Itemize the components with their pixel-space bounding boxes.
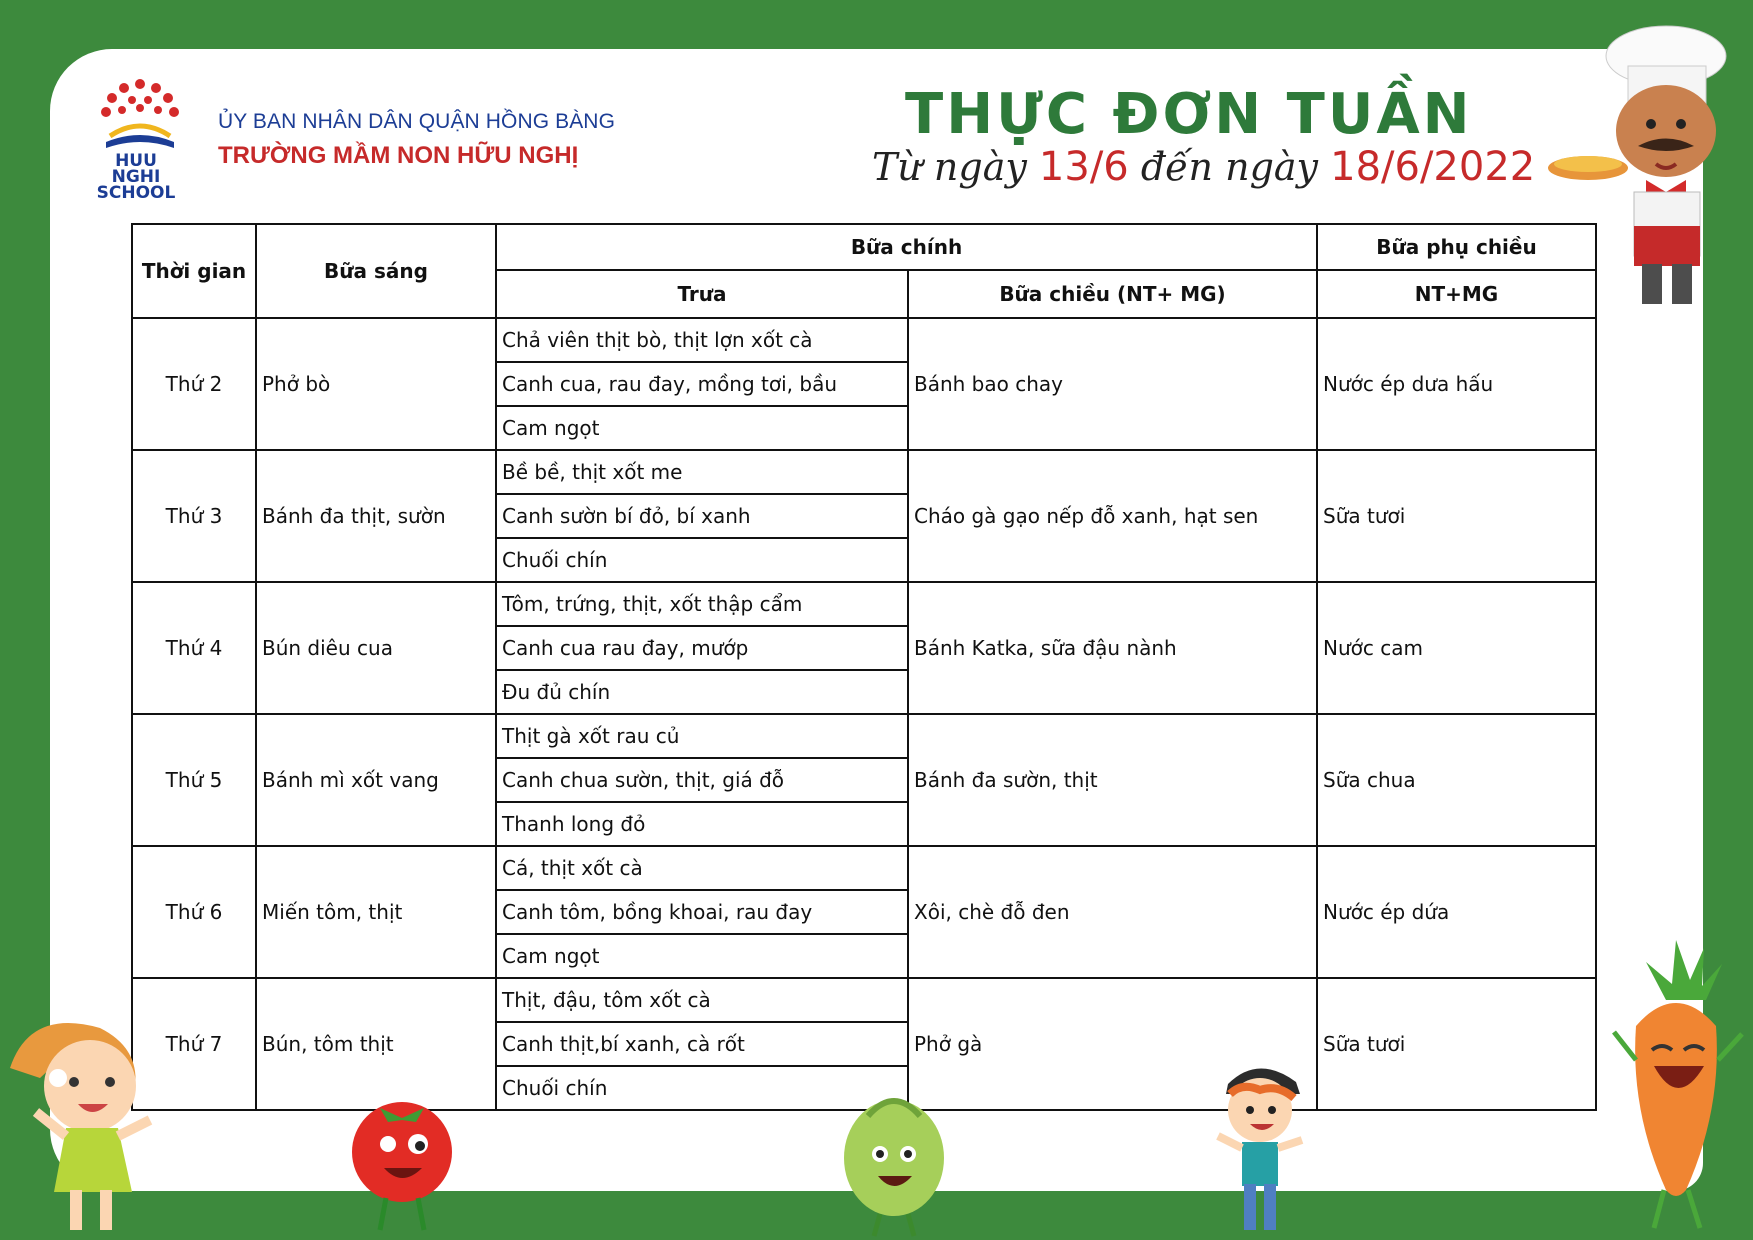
lunch-item-cell: Canh cua, rau đay, mồng tơi, bầu [496,362,908,406]
breakfast-cell: Phở bò [256,318,496,450]
logo-text [88,153,184,201]
snack-cell: Nước cam [1317,582,1596,714]
subtitle-middle: đến ngày [1140,145,1319,189]
subtitle-prefix: Từ ngày [872,145,1027,189]
lunch-item-cell: Tôm, trứng, thịt, xốt thập cẩm [496,582,908,626]
lunch-item-cell: Thịt gà xốt rau củ [496,714,908,758]
lunch-item-cell: Canh chua sườn, thịt, giá đỗ [496,758,908,802]
page-title: THỰC ĐƠN TUẦN [905,82,1473,147]
org-top: ỦY BAN NHÂN DÂN QUẬN HỒNG BÀNG [218,110,616,133]
lunch-item-cell: Đu đủ chín [496,670,908,714]
day-cell: Thứ 2 [132,318,256,450]
chef-illustration [1548,16,1748,316]
lunch-item-cell: Cam ngọt [496,406,908,450]
lunch-item-cell: Canh sườn bí đỏ, bí xanh [496,494,908,538]
lunch-item-cell: Chuối chín [496,1066,908,1110]
day-cell: Thứ 6 [132,846,256,978]
date-from: 13/6 [1038,144,1129,190]
snack-cell: Nước ép dưa hấu [1317,318,1596,450]
snack-cell: Nước ép dứa [1317,846,1596,978]
snack-cell: Sữa tươi [1317,978,1596,1110]
day-cell: Thứ 5 [132,714,256,846]
table-row [132,978,1596,1022]
lunch-item-cell: Thanh long đỏ [496,802,908,846]
day-cell: Thứ 4 [132,582,256,714]
lunch-item-cell: Cá, thịt xốt cà [496,846,908,890]
table-row [132,450,1596,494]
snack-cell: Sữa tươi [1317,450,1596,582]
header-snack-sub: NT+MG [1317,270,1596,318]
header-main-meal: Bữa chính [496,224,1317,270]
girl-illustration [0,1008,160,1240]
afternoon-cell: Bánh đa sườn, thịt [908,714,1317,846]
lunch-item-cell: Cam ngọt [496,934,908,978]
lunch-item-cell: Chuối chín [496,538,908,582]
header-time: Thời gian [132,224,256,318]
breakfast-cell: Bún, tôm thịt [256,978,496,1110]
snack-cell: Sữa chua [1317,714,1596,846]
header-afternoon: Bữa chiều (NT+ MG) [908,270,1317,318]
table-row [132,846,1596,890]
afternoon-cell: Xôi, chè đỗ đen [908,846,1317,978]
lunch-item-cell: Thịt, đậu, tôm xốt cà [496,978,908,1022]
logo-text-line1: HUU NGHI [111,151,161,187]
afternoon-cell: Phở gà [908,978,1317,1110]
header-breakfast: Bữa sáng [256,224,496,318]
breakfast-cell: Bún diêu cua [256,582,496,714]
breakfast-cell: Miến tôm, thịt [256,846,496,978]
boy-illustration [1208,1054,1308,1240]
header-snack: Bữa phụ chiều [1317,224,1596,270]
lunch-item-cell: Canh thịt,bí xanh, cà rốt [496,1022,908,1066]
afternoon-cell: Bánh bao chay [908,318,1317,450]
date-range [872,144,1535,190]
table-row [132,318,1596,362]
date-to: 18/6/2022 [1330,144,1536,190]
cabbage-illustration [828,1086,962,1240]
day-cell: Thứ 3 [132,450,256,582]
lunch-item-cell: Bề bề, thịt xốt me [496,450,908,494]
header-lunch: Trưa [496,270,908,318]
breakfast-cell: Bánh đa thịt, sườn [256,450,496,582]
afternoon-cell: Bánh Katka, sữa đậu nành [908,582,1317,714]
lunch-item-cell: Chả viên thịt bò, thịt lợn xốt cà [496,318,908,362]
tomato-illustration [336,1090,466,1240]
lunch-item-cell: Canh tôm, bồng khoai, rau đay [496,890,908,934]
logo-text-line2: SCHOOL [96,183,176,203]
table-row [132,714,1596,758]
afternoon-cell: Cháo gà gạo nếp đỗ xanh, hạt sen [908,450,1317,582]
school-name: TRƯỜNG MẦM NON HỮU NGHỊ [218,142,579,169]
carrot-illustration [1606,940,1753,1240]
table-row [132,582,1596,626]
breakfast-cell: Bánh mì xốt vang [256,714,496,846]
lunch-item-cell: Canh cua rau đay, mướp [496,626,908,670]
menu-table [131,223,1597,1111]
day-cell: Thứ 7 [132,978,256,1110]
